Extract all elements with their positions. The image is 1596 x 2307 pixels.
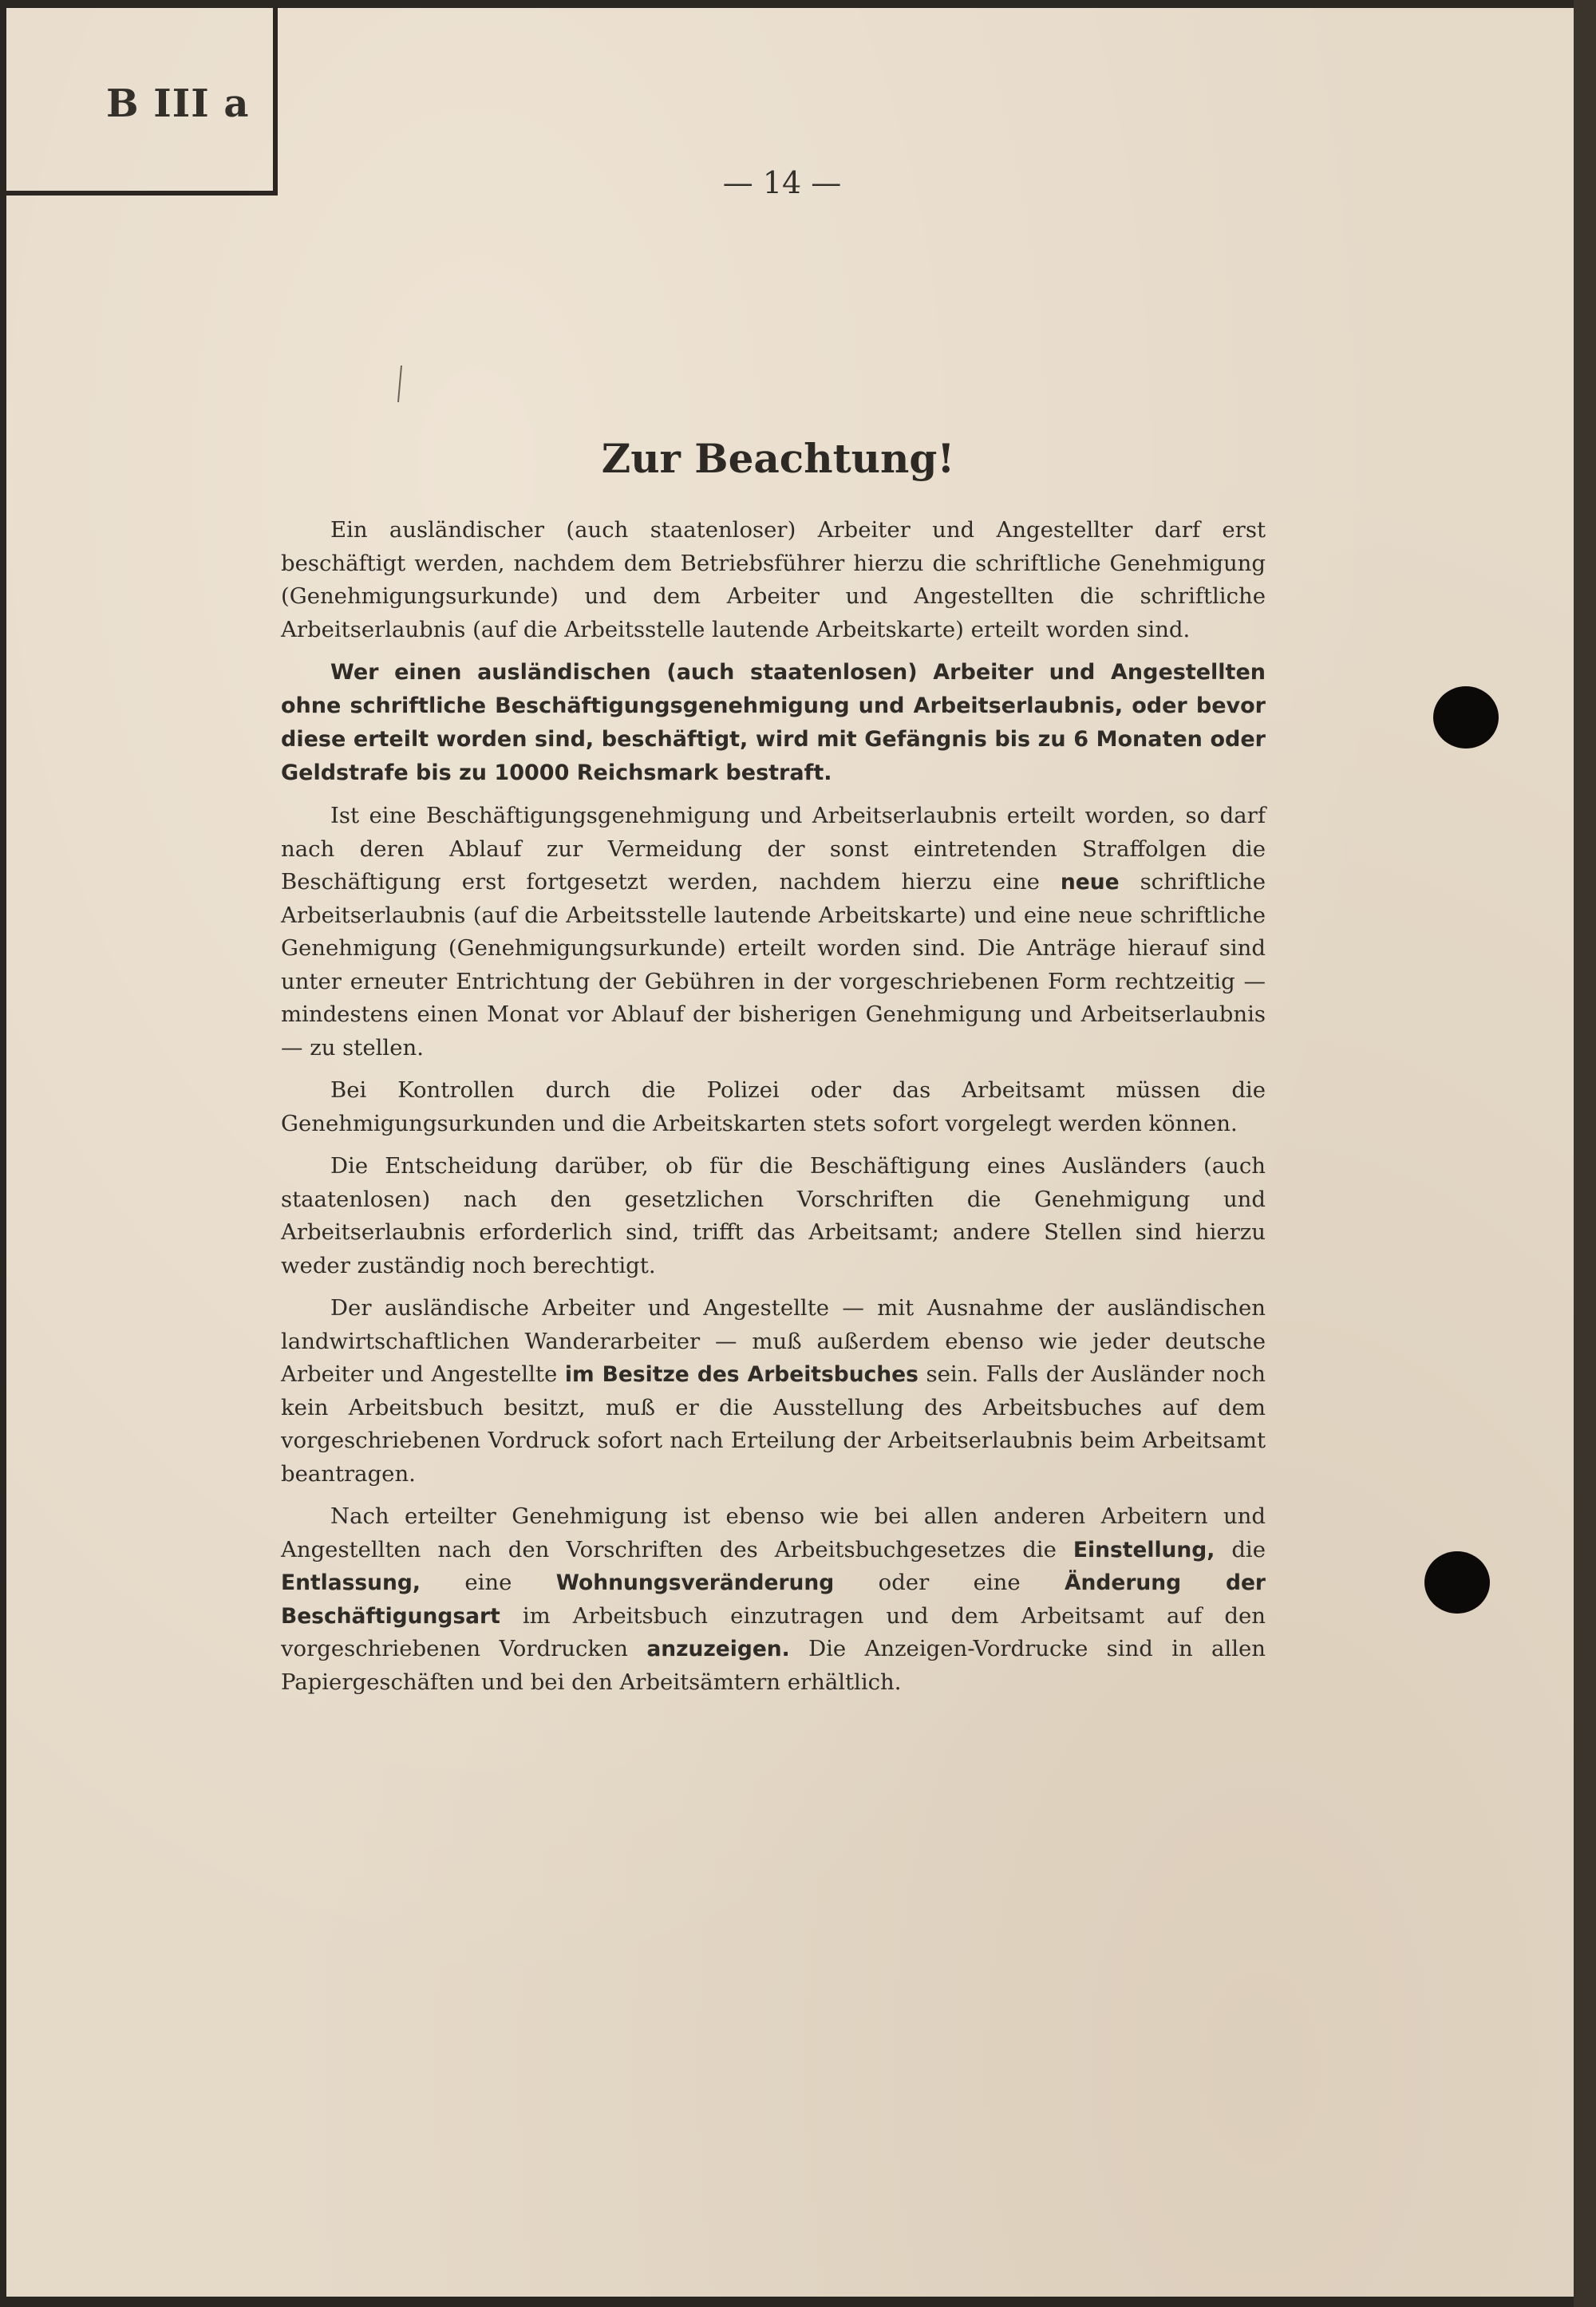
text-run: Der ausländische Arbeiter und Angestellte — mit Ausnahme der ausländischen landwirtschaftlichen Wanderarbeiter — muß außerdem ebenso wie jeder deutsche Arbeiter und Angestellte: [281, 1295, 1266, 1387]
text-run: Die Anzeigen-Vordrucke sind in allen Papiergeschäften und bei den Arbeitsämtern erhältlich.: [281, 1636, 1266, 1695]
page-edge-shadow: [1574, 0, 1596, 2307]
emphasis-text: neue: [1060, 870, 1120, 895]
text-run: oder eine: [878, 1570, 1021, 1595]
emphasis-text: im Besitze des Arbeitsbuches: [564, 1362, 918, 1387]
paragraph-renewal: [281, 800, 1266, 1065]
text-run: schriftliche Arbeitserlaubnis (auf die Arbeitsstelle lautende Arbeitskarte) und eine neue schriftliche Genehmigung (Genehmigungsurkunde) erteilt worden sind. Die Anträge hierauf sind unter erneuter Entrichtung der Gebühren in der vorgeschriebenen Form rechtzeitig — mindestens einen Monat vor Ablauf der bisherigen Genehmigung und Arbeitserlaubnis — zu stellen.: [281, 869, 1266, 1061]
paragraph-controls: Bei Kontrollen durch die Polizei oder das Arbeitsamt müssen die Genehmigungsurkunden und die Arbeitskarten stets sofort vorgelegt werden können.: [281, 1077, 1266, 1136]
text-run: Nach erteilter Genehmigung ist ebenso wie bei allen anderen Arbeitern und Angestellten nach den Vorschriften des Arbeitsbuchgesetzes die: [281, 1503, 1266, 1562]
paragraph-work-book: [281, 1292, 1266, 1491]
text-run: Ist eine Beschäftigungsgenehmigung und Arbeitserlaubnis erteilt worden, so darf nach deren Ablauf zur Vermeidung der sonst eintretenden Straffolgen die Beschäftigung erst fortgesetzt werden, nachdem hierzu eine: [281, 803, 1266, 895]
emphasis-text: anzuzeigen.: [646, 1637, 790, 1661]
emphasis-text: Einstellung,: [1073, 1537, 1215, 1562]
paragraph-decision: Die Entscheidung darüber, ob für die Beschäftigung eines Ausländers (auch staatenlosen) nach den gesetzlichen Vorschriften die Genehmigung und Arbeitserlaubnis erforderlich sind, trifft das Arbeitsamt; andere Stellen sind hierzu weder zuständig noch berechtigt.: [281, 1153, 1266, 1278]
section-code: B III a: [106, 81, 250, 126]
text-run: im Arbeitsbuch einzutragen und dem Arbeitsamt auf den vorgeschriebenen Vordrucken: [281, 1602, 1266, 1661]
punch-hole: [1424, 1551, 1490, 1614]
emphasis-text: Änderung der Beschäftigungsart: [281, 1570, 1266, 1629]
page-number: — 14 —: [722, 165, 842, 200]
paragraph-employment-permit: Ein ausländischer (auch staatenloser) Arbeiter und Angestellter darf erst beschäftigt werden, nachdem dem Betriebsführer hierzu die schriftliche Genehmigung (Genehmigungsurkunde) und dem Arbeiter und Angestellten die schriftliche Arbeitserlaubnis (auf die Arbeitsstelle lautende Arbeitskarte) erteilt worden sind.: [281, 517, 1266, 642]
notice-body: [281, 514, 1266, 1709]
text-run: die: [1231, 1536, 1266, 1562]
emphasis-text: Entlassung,: [281, 1570, 421, 1595]
paragraph-reporting: [281, 1500, 1266, 1699]
notice-title: Zur Beachtung!: [601, 435, 955, 482]
text-run: sein. Falls der Ausländer noch kein Arbeitsbuch besitzt, muß er die Ausstellung des Arbeitsbuches auf dem vorgeschriebenen Vordruck sofort nach Erteilung der Arbeitserlaubnis beim Arbeitsamt beantragen.: [281, 1361, 1266, 1487]
paragraph-penalty-warning: Wer einen ausländischen (auch staatenlosen) Arbeiter und Angestellten ohne schriftliche Beschäftigungsgenehmigung und Arbeitserlaubnis, oder bevor diese erteilt worden sind, beschäftigt, wird mit Gefängnis bis zu 6 Monaten oder Geldstrafe bis zu 10000 Reichsmark bestraft.: [281, 660, 1266, 785]
punch-hole: [1433, 686, 1499, 749]
emphasis-text: Wohnungsveränderung: [555, 1570, 835, 1595]
text-run: eine: [464, 1570, 512, 1595]
